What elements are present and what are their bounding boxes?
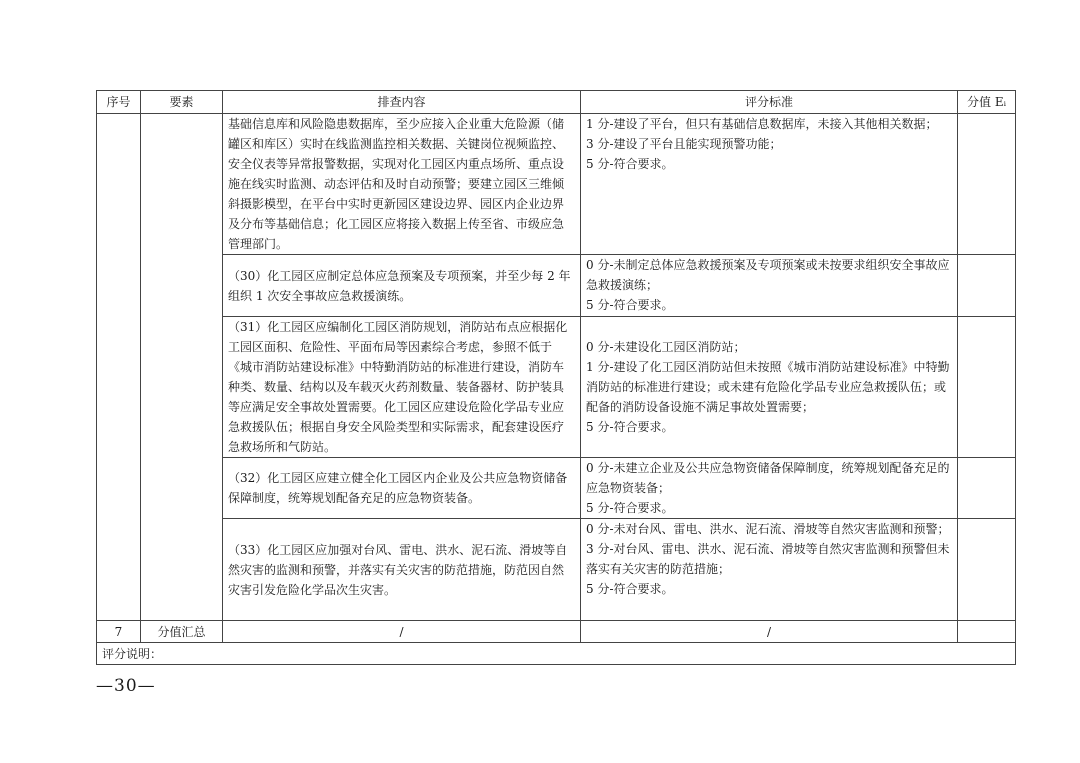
cell-content: （30）化工园区应制定总体应急预案及专项预案，并至少每 2 年组织 1 次安全事故应急救援演练。 <box>223 255 581 317</box>
cell-content: （31）化工园区应编制化工园区消防规划，消防站布点应根据化工园区面积、危险性、平面布局等因素综合考虑，参照不低于《城市消防站建设标准》中特勤消防站的标准进行建设，消防车种类、数量、结构以及车载灭火药剂数量、装备器材、防护装具等应满足安全事故处置需要。化工园区应建设危险化学品专业应急救援队伍；根据自身安全风险类型和实际需求，配套建设医疗急救场所和气防站。 <box>223 317 581 458</box>
cell-score <box>958 317 1016 458</box>
cell-content: 基础信息库和风险隐患数据库，至少应接入企业重大危险源（储罐区和库区）实时在线监测监控相关数据、关键岗位视频监控、安全仪表等异常报警数据，实现对化工园区内重点场所、重点设施在线实时监测、动态评估和及时自动预警；要建立园区三维倾斜摄影模型，在平台中实时更新园区建设边界、园区内企业边界及分布等基础信息；化工园区应将接入数据上传至省、市级应急管理部门。 <box>223 114 581 255</box>
cell-criteria <box>581 255 958 317</box>
criteria-line: 5 分-符合要求。 <box>586 420 674 434</box>
cell-criteria <box>581 114 958 255</box>
table-row <box>97 114 1016 255</box>
cell-score <box>958 458 1016 519</box>
table-row <box>97 519 1016 621</box>
header-score: 分值 Eᵢ <box>958 91 1016 114</box>
table-row <box>97 255 1016 317</box>
cell-score <box>958 519 1016 621</box>
criteria-line: 3 分-建设了平台且能实现预警功能； <box>586 137 782 151</box>
cell-criteria <box>581 458 958 519</box>
criteria-line: 5 分-符合要求。 <box>586 157 674 171</box>
note-row <box>97 643 1016 665</box>
scoring-note: 评分说明： <box>97 643 1016 665</box>
cell-content: （33）化工园区应加强对台风、雷电、洪水、泥石流、滑坡等自然灾害的监测和预警，并落实有关灾害的防范措施，防范因自然灾害引发危险化学品次生灾害。 <box>223 519 581 621</box>
cell-criteria <box>581 317 958 458</box>
table-header-row <box>97 91 1016 114</box>
cell-score <box>958 114 1016 255</box>
header-no: 序号 <box>97 91 141 114</box>
cell-criteria <box>581 519 958 621</box>
summary-row <box>97 621 1016 643</box>
table-row <box>97 458 1016 519</box>
criteria-line: 1 分-建设了化工园区消防站但未按照《城市消防站建设标准》中特勤消防站的标准进行建设；或未建有危险化学品专业应急救援队伍；或配备的消防设备设施不满足事故处置需要； <box>586 360 950 414</box>
cell-content: （32）化工园区应建立健全化工园区内企业及公共应急物资储备保障制度，统筹规划配备充足的应急物资装备。 <box>223 458 581 519</box>
header-criteria: 评分标准 <box>581 91 958 114</box>
header-element: 要素 <box>141 91 223 114</box>
summary-content: / <box>223 621 581 643</box>
summary-element: 分值汇总 <box>141 621 223 643</box>
criteria-line: 0 分-未建立企业及公共应急物资储备保障制度，统筹规划配备充足的应急物资装备； <box>586 461 950 495</box>
criteria-line: 0 分-未制定总体应急救援预案及专项预案或未按要求组织安全事故应急救援演练； <box>586 258 950 292</box>
criteria-line: 0 分-未建设化工园区消防站； <box>586 340 746 354</box>
criteria-line: 0 分-未对台风、雷电、洪水、泥石流、滑坡等自然灾害监测和预警； <box>586 522 950 536</box>
summary-no: 7 <box>97 621 141 643</box>
criteria-line: 3 分-对台风、雷电、洪水、泥石流、滑坡等自然灾害监测和预警但未落实有关灾害的防范措施； <box>586 542 950 576</box>
table-row <box>97 317 1016 458</box>
criteria-line: 1 分-建设了平台，但只有基础信息数据库，未接入其他相关数据； <box>586 117 938 131</box>
page-number: —30— <box>96 676 156 696</box>
summary-criteria: / <box>581 621 958 643</box>
summary-score <box>958 621 1016 643</box>
cell-no <box>97 114 141 621</box>
criteria-line: 5 分-符合要求。 <box>586 298 674 312</box>
scoring-table <box>96 90 1016 665</box>
criteria-line: 5 分-符合要求。 <box>586 501 674 515</box>
cell-element <box>141 114 223 621</box>
header-content: 排查内容 <box>223 91 581 114</box>
criteria-line: 5 分-符合要求。 <box>586 582 674 596</box>
cell-score <box>958 255 1016 317</box>
